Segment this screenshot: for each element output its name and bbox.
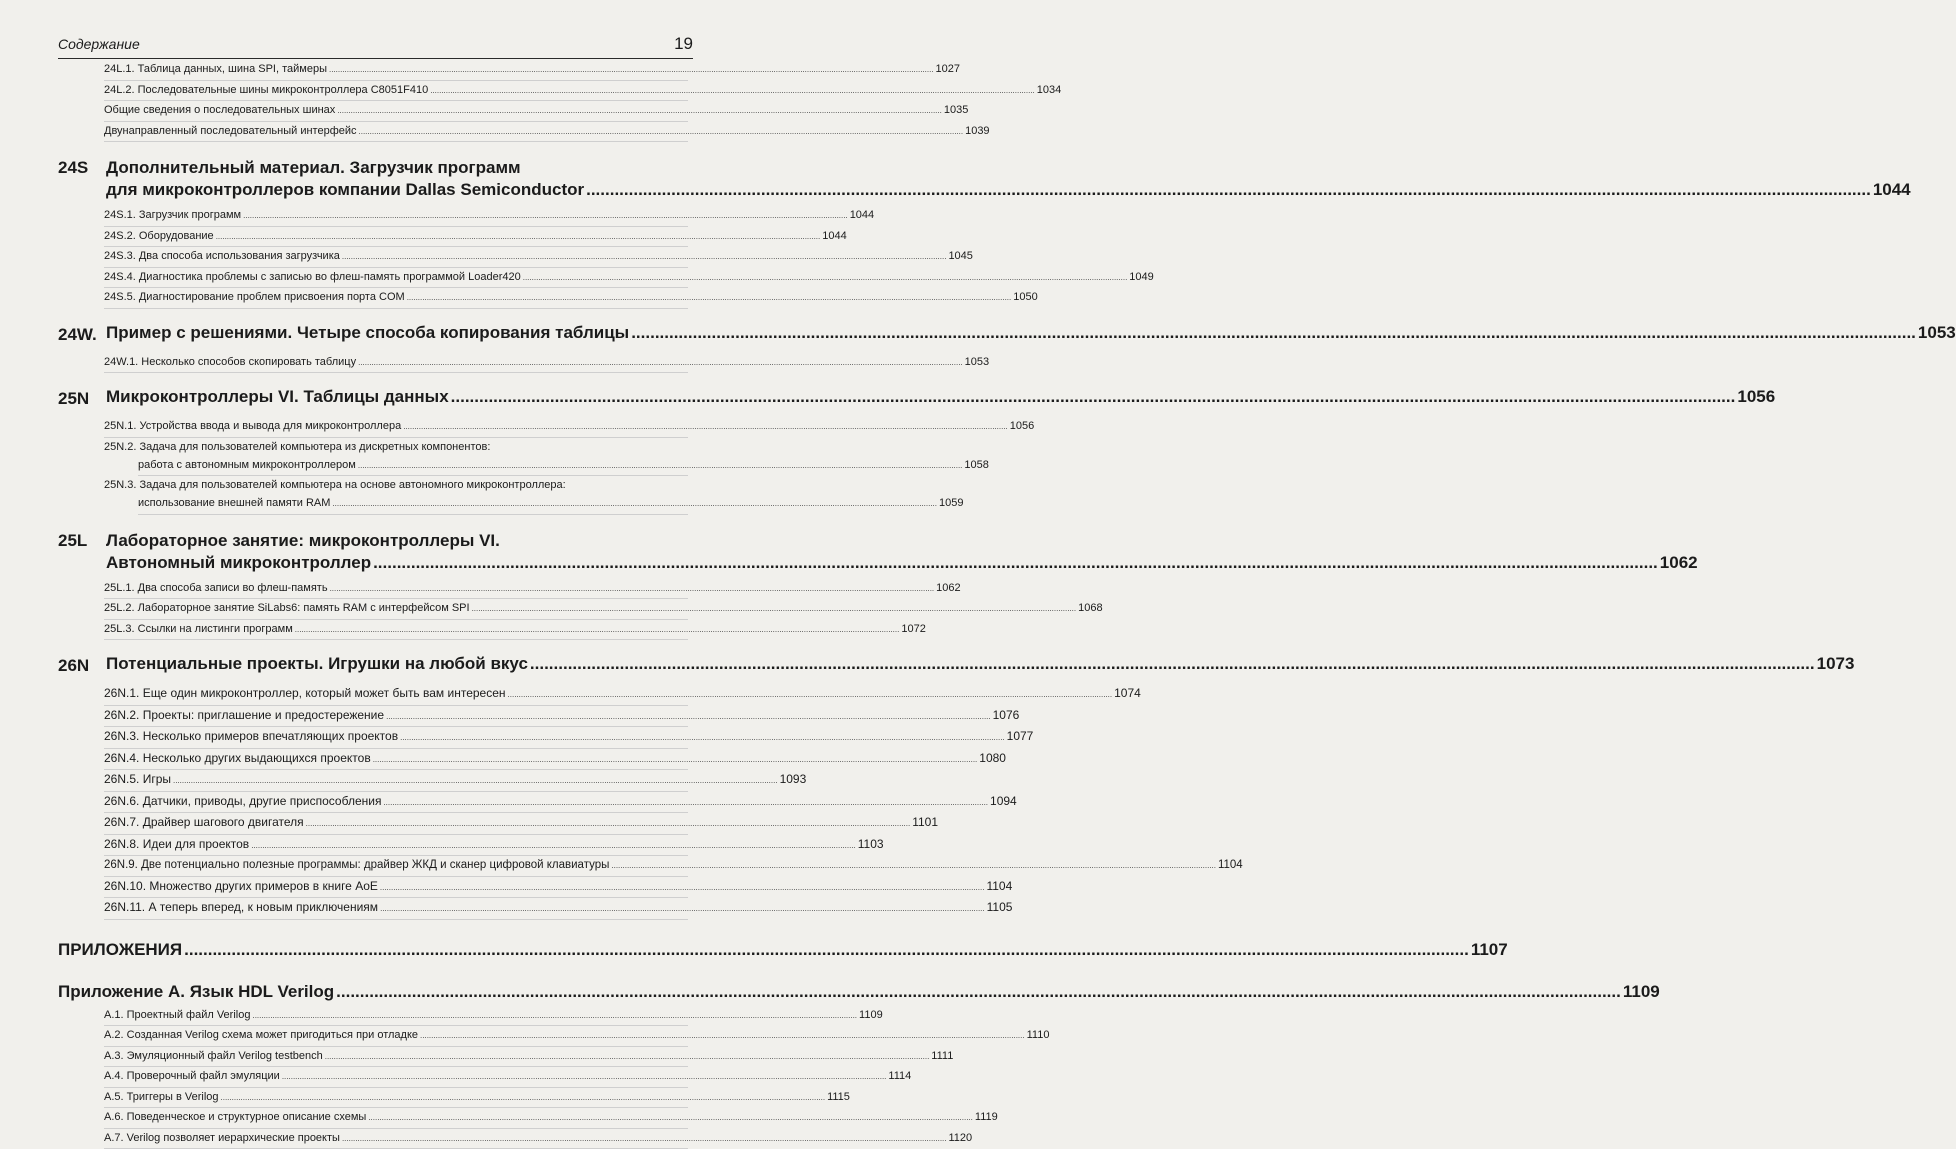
toc-entry[interactable]: A.2. Созданная Verilog схема может пригодиться при отладке ..... 1110 [104, 1026, 688, 1047]
toc-entry[interactable]: 26N.6. Датчики, приводы, другие приспособления ..... 1094 [104, 792, 688, 814]
toc-entry[interactable]: 26N.5. Игры ..... 1093 [104, 770, 688, 792]
toc-entry[interactable]: A.4. Проверочный файл эмуляции ..... 1114 [104, 1067, 688, 1088]
chapter-title: Пример с решениями. Четыре способа копирования таблицы [106, 323, 629, 343]
toc-entry[interactable]: A.6. Поведенческое и структурное описание схемы ..... 1119 [104, 1108, 688, 1129]
toc-entry[interactable]: A.1. Проектный файл Verilog ..... 1109 [104, 1006, 688, 1027]
toc-entry[interactable]: 26N.8. Идеи для проектов ..... 1103 [104, 835, 688, 857]
chapter-title: Микроконтроллеры VI. Таблицы данных [106, 387, 449, 407]
chapter-code: 25L [58, 529, 106, 553]
toc-entry[interactable]: A.7. Verilog позволяет иерархические проекты ..... 1120 [104, 1129, 688, 1149]
toc-entry[interactable]: 24S.1. Загрузчик программ ..... 1044 [104, 206, 688, 227]
toc-entry[interactable]: 24S.2. Оборудование ..... 1044 [104, 227, 688, 248]
chapter-page: 1044 [1873, 180, 1911, 200]
appendix-a-heading[interactable]: Приложение А. Язык HDL Verilog ..... 1109 [58, 980, 688, 1004]
toc-entry[interactable]: 25L.1. Два способа записи во флеш-память ..... 1062 [104, 579, 688, 600]
chapter-page: 1073 [1817, 654, 1855, 674]
toc-entry-line1[interactable]: 25N.2. Задача для пользователей компьютера из дискретных компонентов: [104, 438, 688, 456]
toc-entry[interactable]: 26N.10. Множество других примеров в книге AoE ..... 1104 [104, 877, 688, 899]
toc-entry[interactable]: 24W.1. Несколько способов скопировать таблицу ..... 1053 [104, 353, 688, 374]
header-title: Содержание [58, 36, 140, 52]
toc-entry[interactable]: 26N.9. Две потенциально полезные программы: драйвер ЖКД и сканер цифровой клавиатуры ..... 1104 [104, 856, 688, 877]
toc-entry[interactable]: 24L.2. Последовательные шины микроконтроллера C8051F410 ..... 1034 [104, 81, 688, 102]
toc-entry[interactable]: Двунаправленный последовательный интерфейс ..... 1039 [104, 122, 688, 143]
chapter-page: 1062 [1660, 553, 1698, 573]
toc-page [0, 0, 733, 1079]
toc-entry[interactable]: 26N.4. Несколько других выдающихся проектов ..... 1080 [104, 749, 688, 771]
toc-entry[interactable]: 25L.2. Лабораторное занятие SiLabs6: память RAM с интерфейсом SPI ..... 1068 [104, 599, 688, 620]
chapter-title-line2: для микроконтроллеров компании Dallas Semiconductor [106, 180, 584, 200]
chapter-code: 24W. [58, 323, 106, 347]
chapter-24w[interactable] [58, 323, 688, 347]
toc-entry[interactable]: 26N.11. А теперь вперед, к новым приключениям ..... 1105 [104, 898, 688, 920]
chapter-title-line1: Лабораторное занятие: микроконтроллеры VI. [106, 529, 1698, 553]
chapter-24s[interactable] [58, 156, 688, 200]
chapter-page: 1053 [1918, 323, 1956, 343]
toc-entry[interactable]: A.3. Эмуляционный файл Verilog testbench ..... 1111 [104, 1047, 688, 1068]
toc-entry[interactable]: 24S.3. Два способа использования загрузчика ..... 1045 [104, 247, 688, 268]
toc-entry[interactable]: 26N.1. Еще один микроконтроллер, который может быть вам интересен ..... 1074 [104, 684, 688, 706]
chapter-code: 24S [58, 156, 106, 180]
chapter-page: 1056 [1737, 387, 1775, 407]
toc-entry[interactable]: 25L.3. Ссылки на листинги программ ..... 1072 [104, 620, 688, 641]
chapter-title-line2: Автономный микроконтроллер [106, 553, 371, 573]
chapter-25l[interactable] [58, 529, 688, 573]
table-of-contents [58, 60, 688, 1149]
page-number: 19 [674, 34, 693, 54]
running-header [58, 34, 693, 59]
chapter-title-line1: Дополнительный материал. Загрузчик программ [106, 156, 1911, 180]
toc-entry[interactable]: 24S.5. Диагностирование проблем присвоения порта COM ..... 1050 [104, 288, 688, 309]
toc-entry-line1[interactable]: 25N.3. Задача для пользователей компьютера на основе автономного микроконтроллера: [104, 476, 688, 494]
chapter-25n[interactable] [58, 387, 688, 411]
toc-entry[interactable]: A.5. Триггеры в Verilog ..... 1115 [104, 1088, 688, 1109]
toc-entry[interactable]: 24S.4. Диагностика проблемы с записью во флеш-память программой Loader420 ..... 1049 [104, 268, 688, 289]
appendices-heading[interactable]: ПРИЛОЖЕНИЯ ..... 1107 [58, 938, 688, 962]
toc-entry-line2[interactable]: работа с автономным микроконтроллером ..... 1058 [138, 456, 688, 477]
toc-entry[interactable]: Общие сведения о последовательных шинах ..... 1035 [104, 101, 688, 122]
toc-entry[interactable]: 26N.7. Драйвер шагового двигателя ..... 1101 [104, 813, 688, 835]
chapter-code: 26N [58, 654, 106, 678]
toc-entry[interactable]: 26N.2. Проекты: приглашение и предостережение ..... 1076 [104, 706, 688, 728]
toc-entry[interactable]: 24L.1. Таблица данных, шина SPI, таймеры ..... 1027 [104, 60, 688, 81]
toc-entry[interactable]: 25N.1. Устройства ввода и вывода для микроконтроллера ..... 1056 [104, 417, 688, 438]
chapter-code: 25N [58, 387, 106, 411]
chapter-title: Потенциальные проекты. Игрушки на любой вкус [106, 654, 528, 674]
toc-entry-line2[interactable]: использование внешней памяти RAM ..... 1059 [138, 494, 688, 515]
chapter-26n[interactable] [58, 654, 688, 678]
toc-entry[interactable]: 26N.3. Несколько примеров впечатляющих проектов ..... 1077 [104, 727, 688, 749]
